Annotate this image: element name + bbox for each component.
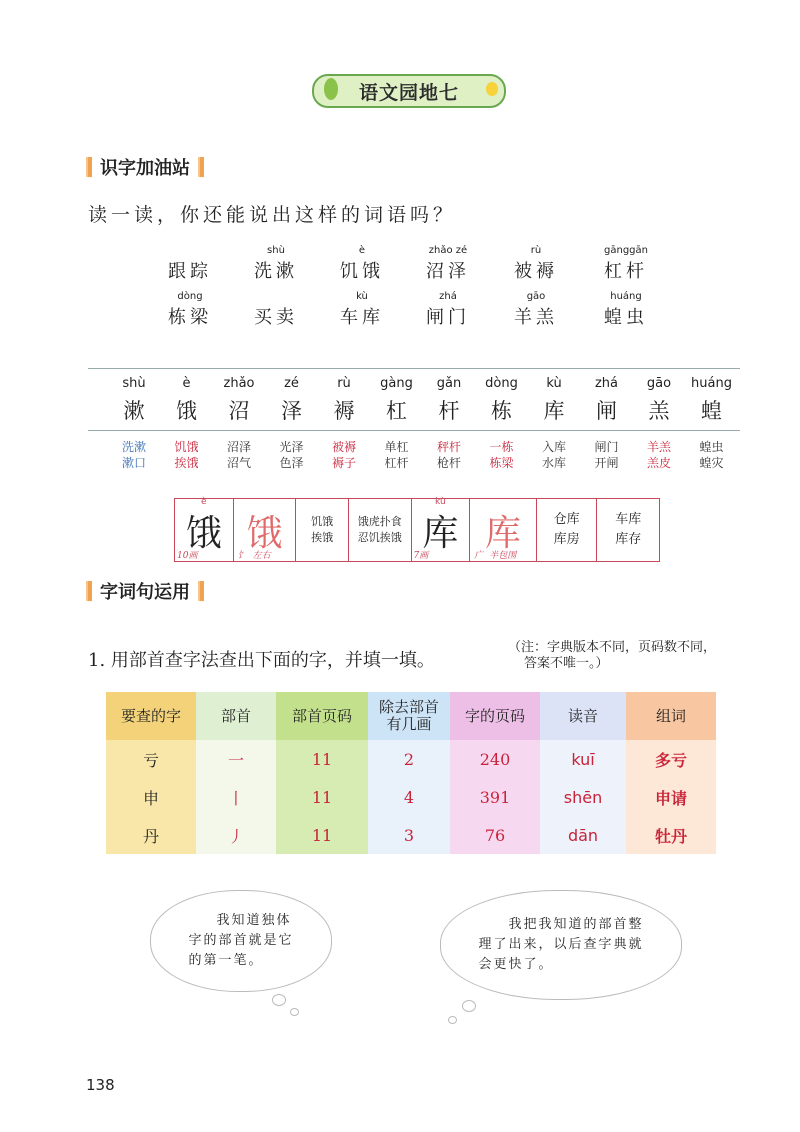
strip-word: 饥饿 [174, 440, 199, 454]
strip-word: 漱口 [121, 456, 146, 470]
strip-word: 水库 [541, 456, 566, 470]
strip-word: 色泽 [279, 456, 304, 470]
card-big-char: kù 库 7画 [412, 499, 471, 561]
strip-pinyin: shù [122, 376, 146, 391]
strip-char: 闸 [596, 399, 617, 423]
strip-pinyin: kù [546, 376, 562, 391]
question-1-text: 1. 用部首查字法查出下面的字，并填一填。 [88, 650, 435, 671]
strip-pinyin: huáng [691, 376, 732, 391]
bubble-dot [272, 994, 286, 1006]
word-item: gānggān 杠杆 [604, 245, 648, 282]
table-cell: 4 [368, 778, 450, 816]
card-red-char: 饿 饣 左右 [234, 499, 297, 561]
section-bar-icon [198, 581, 204, 601]
character-cards [174, 498, 660, 562]
strip-word: 栋梁 [489, 456, 514, 470]
strip-column [318, 376, 370, 471]
table-header: 部首 [196, 692, 276, 740]
strip-pinyin: gǎn [436, 376, 462, 391]
strip-word: 被褥 [331, 440, 356, 454]
question-1-note: （注：字典版本不同，页码数不同， 答案不唯一。） [508, 640, 717, 671]
strip-column [633, 376, 685, 471]
strip-word: 枪杆 [436, 456, 461, 470]
table-cell: 11 [276, 740, 368, 778]
section-bar-icon [86, 157, 92, 177]
table-cell: 多亏 [626, 740, 716, 778]
strip-pinyin: gāo [646, 376, 672, 391]
table-header: 组词 [626, 692, 716, 740]
table-cell: 申请 [626, 778, 716, 816]
strip-word: 洗漱 [121, 440, 146, 454]
card-big-char: è 饿 10画 [175, 499, 234, 561]
section-bar-icon [198, 157, 204, 177]
section-heading-usage [86, 578, 204, 604]
strip-pinyin: è [182, 376, 191, 391]
bubble-dot [290, 1008, 299, 1016]
word-item: dòng 栋梁 [168, 291, 212, 328]
table-cell: 3 [368, 816, 450, 854]
word-item: kù 车库 [340, 291, 384, 328]
table-cell: shēn [540, 778, 626, 816]
strip-word: 羊羔 [646, 440, 671, 454]
table-cell: 亏 [106, 740, 196, 778]
lookup-table [106, 692, 716, 854]
table-cell: dān [540, 816, 626, 854]
strip-column [528, 376, 580, 471]
word-item: zhá 闸门 [426, 291, 470, 328]
word-item: gāo 羊羔 [514, 291, 558, 328]
strip-word: 蝗灾 [699, 456, 724, 470]
strip-pinyin: zhá [594, 376, 619, 391]
strip-char: 褥 [333, 399, 355, 423]
strip-char: 栋 [491, 399, 512, 423]
strip-word: 羔皮 [646, 456, 671, 470]
table-header: 要查的字 [106, 692, 196, 740]
table-cell: 11 [276, 816, 368, 854]
strip-column [686, 376, 738, 471]
bubble-dot [462, 1000, 476, 1012]
word-item: 买卖 [254, 307, 298, 328]
strip-word: 沼泽 [226, 440, 251, 454]
table-cell: 丨 [196, 778, 276, 816]
strip-word: 光泽 [279, 440, 304, 454]
table-cell: 76 [450, 816, 540, 854]
strip-word: 杠杆 [384, 456, 409, 470]
section-heading-literacy [86, 154, 204, 180]
strip-char: 杆 [438, 399, 460, 423]
word-item: rù 被褥 [514, 245, 558, 282]
section-bar-icon [86, 581, 92, 601]
strip-char: 杠 [386, 399, 407, 423]
table-cell: 391 [450, 778, 540, 816]
page-title: 语文园地七 [358, 81, 459, 104]
bubble-dot [448, 1016, 457, 1024]
table-cell: 11 [276, 778, 368, 816]
strip-word: 挨饿 [174, 456, 199, 470]
strip-char: 沼 [228, 399, 250, 423]
word-item: 跟踪 [168, 261, 212, 282]
thought-bubble: 我知道独体 字的部首就是它 的第一笔。 [150, 890, 332, 992]
strip-column [213, 376, 265, 471]
strip-char: 羔 [648, 399, 670, 423]
strip-char: 泽 [281, 399, 302, 423]
table-cell: 丹 [106, 816, 196, 854]
card-words: 仓库 库房 [537, 499, 598, 561]
table-header: 除去部首有几画 [368, 692, 450, 740]
instruction-text: 读一读，你还能说出这样的词语吗？ [88, 204, 457, 226]
strip-pinyin: zhǎo [223, 376, 255, 391]
strip-word: 沼气 [226, 456, 251, 470]
strip-word: 单杠 [384, 440, 409, 454]
table-cell: 牡丹 [626, 816, 716, 854]
table-cell: 240 [450, 740, 540, 778]
strip-char: 蝗 [701, 399, 722, 423]
word-item: huáng 蝗虫 [604, 291, 648, 328]
table-cell: 2 [368, 740, 450, 778]
page-number: 138 [86, 1076, 115, 1094]
table-cell: 申 [106, 778, 196, 816]
strip-char: 库 [543, 399, 565, 423]
word-item: è 饥饿 [340, 245, 384, 282]
strip-column [423, 376, 475, 471]
section-title: 识字加油站 [100, 158, 190, 179]
divider [88, 368, 740, 369]
table-cell: 丿 [196, 816, 276, 854]
strip-pinyin: rù [337, 376, 351, 391]
word-item: zhǎo zé 沼泽 [426, 245, 470, 282]
title-banner [312, 74, 506, 108]
strip-word: 开闸 [594, 456, 619, 470]
strip-char: 漱 [123, 399, 145, 423]
strip-word: 秤杆 [436, 440, 461, 454]
strip-char: 饿 [176, 399, 197, 423]
strip-column [371, 376, 423, 471]
strip-word: 一栋 [489, 440, 514, 454]
card-red-char: 库 广 半包围 [470, 499, 537, 561]
word-item: shù 洗漱 [254, 245, 298, 282]
thought-bubble: 我把我知道的部首整 理了出来，以后查字典就 会更快了。 [440, 890, 682, 1000]
strip-column [581, 376, 633, 471]
card-idioms: 饿虎扑食 忍饥挨饿 [349, 499, 412, 561]
table-cell: kuī [540, 740, 626, 778]
strip-column [476, 376, 528, 471]
strip-column [108, 376, 160, 471]
bird-icon [486, 82, 498, 96]
card-words: 车库 库存 [615, 512, 642, 547]
leaf-icon [324, 78, 338, 100]
strip-word: 蝗虫 [699, 440, 724, 454]
table-header: 字的页码 [450, 692, 540, 740]
strip-column [161, 376, 213, 471]
strip-pinyin: dòng [485, 376, 518, 391]
table-header: 部首页码 [276, 692, 368, 740]
table-header: 读音 [540, 692, 626, 740]
strip-column [266, 376, 318, 471]
strip-word: 入库 [541, 440, 566, 454]
strip-pinyin: gàng [380, 376, 413, 391]
section-title: 字词句运用 [100, 582, 190, 603]
strip-pinyin: zé [284, 376, 299, 391]
card-words: 饥饿 挨饿 [296, 499, 349, 561]
table-cell: 一 [196, 740, 276, 778]
strip-word: 闸门 [594, 440, 619, 454]
strip-word: 褥子 [331, 456, 356, 470]
